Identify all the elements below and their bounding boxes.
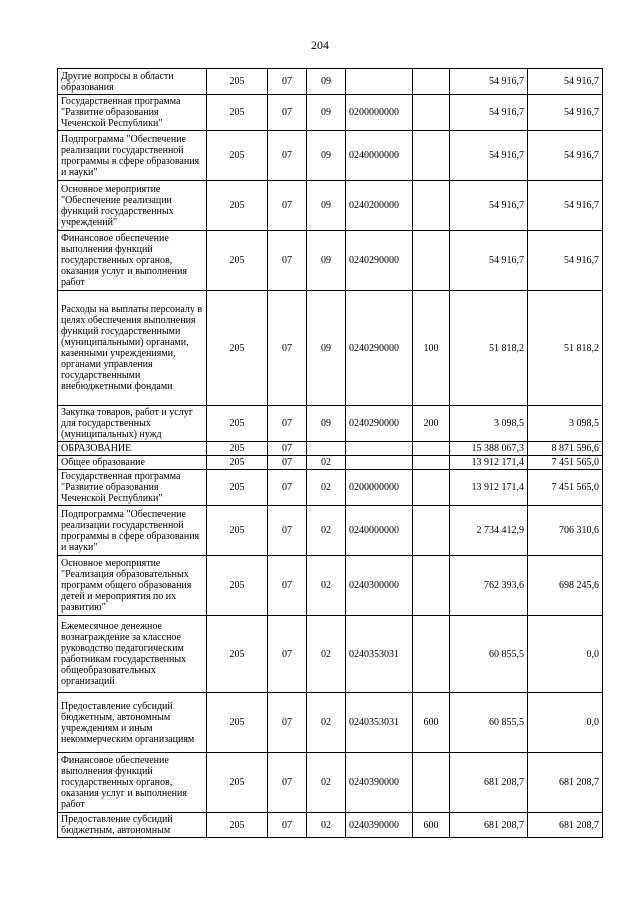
row-amount-2: 706 310,6 (528, 506, 603, 556)
budget-table (57, 68, 603, 838)
row-amount-2: 51 818,2 (528, 291, 603, 406)
table-row (58, 69, 603, 95)
row-subsection: 09 (307, 406, 346, 442)
row-expense-type (413, 181, 450, 231)
table-row (58, 556, 603, 616)
row-subsection: 09 (307, 231, 346, 291)
row-amount-2: 681 208,7 (528, 753, 603, 813)
row-target-article: 0200000000 (346, 470, 413, 506)
row-amount-2: 3 098,5 (528, 406, 603, 442)
row-subsection: 02 (307, 456, 346, 470)
row-name: Предоставление субсидий бюджетным, автономным учреждениям и иным некоммерческим организациям (58, 693, 207, 753)
row-target-article (346, 442, 413, 456)
row-target-article (346, 69, 413, 95)
row-name: Подпрограмма "Обеспечение реализации государственной программы в сфере образования и науки" (58, 506, 207, 556)
row-section: 07 (268, 231, 307, 291)
row-expense-type (413, 231, 450, 291)
row-code: 205 (207, 456, 268, 470)
row-target-article: 0240353031 (346, 693, 413, 753)
row-target-article: 0240290000 (346, 231, 413, 291)
row-code: 205 (207, 231, 268, 291)
row-amount-2: 0,0 (528, 616, 603, 693)
row-amount-2: 681 208,7 (528, 813, 603, 838)
row-subsection: 02 (307, 813, 346, 838)
table-row (58, 181, 603, 231)
row-amount-1: 13 912 171,4 (450, 470, 528, 506)
row-amount-1: 51 818,2 (450, 291, 528, 406)
row-amount-2: 54 916,7 (528, 69, 603, 95)
row-amount-1: 54 916,7 (450, 231, 528, 291)
row-amount-1: 54 916,7 (450, 95, 528, 131)
row-amount-1: 54 916,7 (450, 131, 528, 181)
table-row (58, 231, 603, 291)
row-amount-2: 7 451 565,0 (528, 456, 603, 470)
row-subsection: 02 (307, 556, 346, 616)
row-section: 07 (268, 556, 307, 616)
row-code: 205 (207, 406, 268, 442)
table-row (58, 470, 603, 506)
table-row (58, 442, 603, 456)
row-section: 07 (268, 506, 307, 556)
row-expense-type (413, 131, 450, 181)
row-subsection: 02 (307, 693, 346, 753)
row-name: Предоставление субсидий бюджетным, автономным (58, 813, 207, 838)
row-subsection: 02 (307, 470, 346, 506)
row-amount-2: 54 916,7 (528, 95, 603, 131)
row-subsection: 09 (307, 131, 346, 181)
row-name: Другие вопросы в области образования (58, 69, 207, 95)
table-row (58, 813, 603, 838)
row-amount-1: 13 912 171,4 (450, 456, 528, 470)
row-expense-type: 100 (413, 291, 450, 406)
table-row (58, 131, 603, 181)
row-target-article: 0240000000 (346, 506, 413, 556)
row-amount-2: 54 916,7 (528, 181, 603, 231)
row-section: 07 (268, 406, 307, 442)
row-expense-type (413, 95, 450, 131)
row-name: Закупка товаров, работ и услуг для государственных (муниципальных) нужд (58, 406, 207, 442)
row-code: 205 (207, 69, 268, 95)
table-row (58, 406, 603, 442)
table-row (58, 95, 603, 131)
row-name: Основное мероприятие "Обеспечение реализации функций государственных учреждений" (58, 181, 207, 231)
row-code: 205 (207, 291, 268, 406)
row-section: 07 (268, 181, 307, 231)
row-section: 07 (268, 470, 307, 506)
row-amount-1: 54 916,7 (450, 181, 528, 231)
table-row (58, 753, 603, 813)
row-section: 07 (268, 291, 307, 406)
row-amount-1: 681 208,7 (450, 813, 528, 838)
row-expense-type: 200 (413, 406, 450, 442)
row-expense-type: 600 (413, 813, 450, 838)
row-subsection: 02 (307, 753, 346, 813)
row-section: 07 (268, 442, 307, 456)
row-code: 205 (207, 693, 268, 753)
row-code: 205 (207, 95, 268, 131)
row-subsection: 02 (307, 506, 346, 556)
row-section: 07 (268, 95, 307, 131)
row-section: 07 (268, 813, 307, 838)
row-name: Ежемесячное денежное вознаграждение за классное руководство педагогическим работникам государственных общеобразовательных организаций (58, 616, 207, 693)
row-name: Общее образование (58, 456, 207, 470)
row-target-article: 0240290000 (346, 406, 413, 442)
row-expense-type (413, 616, 450, 693)
row-name: ОБРАЗОВАНИЕ (58, 442, 207, 456)
row-code: 205 (207, 616, 268, 693)
row-target-article: 0200000000 (346, 95, 413, 131)
row-amount-2: 0,0 (528, 693, 603, 753)
row-amount-2: 54 916,7 (528, 231, 603, 291)
row-expense-type (413, 506, 450, 556)
row-amount-1: 54 916,7 (450, 69, 528, 95)
row-amount-1: 15 388 067,3 (450, 442, 528, 456)
page-number: 204 (311, 38, 329, 52)
row-code: 205 (207, 442, 268, 456)
row-code: 205 (207, 813, 268, 838)
row-code: 205 (207, 506, 268, 556)
row-code: 205 (207, 556, 268, 616)
row-expense-type (413, 69, 450, 95)
row-name: Финансовое обеспечение выполнения функций государственных органов, оказания услуг и выполнения работ (58, 231, 207, 291)
row-amount-1: 60 855,5 (450, 693, 528, 753)
row-target-article: 0240390000 (346, 753, 413, 813)
row-target-article: 0240000000 (346, 131, 413, 181)
table-row (58, 456, 603, 470)
row-expense-type (413, 753, 450, 813)
row-name: Государственная программа "Развитие образования Чеченской Республики" (58, 95, 207, 131)
row-amount-1: 681 208,7 (450, 753, 528, 813)
row-expense-type (413, 470, 450, 506)
row-target-article: 0240290000 (346, 291, 413, 406)
row-expense-type: 600 (413, 693, 450, 753)
row-name: Расходы на выплаты персоналу в целях обеспечения выполнения функций государственными (муниципальными) органами, казенными учреждениями, органами управления государственными внебюджетными фондами (58, 291, 207, 406)
row-name: Финансовое обеспечение выполнения функций государственных органов, оказания услуг и выполнения работ (58, 753, 207, 813)
row-subsection: 09 (307, 181, 346, 231)
row-subsection: 09 (307, 69, 346, 95)
row-code: 205 (207, 181, 268, 231)
row-subsection: 02 (307, 616, 346, 693)
row-code: 205 (207, 470, 268, 506)
budget-table-body (58, 69, 603, 838)
row-amount-2: 7 451 565,0 (528, 470, 603, 506)
row-target-article: 0240353031 (346, 616, 413, 693)
row-subsection: 09 (307, 95, 346, 131)
table-row (58, 693, 603, 753)
row-section: 07 (268, 456, 307, 470)
row-amount-2: 698 245,6 (528, 556, 603, 616)
row-section: 07 (268, 616, 307, 693)
row-section: 07 (268, 693, 307, 753)
row-subsection: 09 (307, 291, 346, 406)
row-code: 205 (207, 753, 268, 813)
row-amount-1: 2 734 412,9 (450, 506, 528, 556)
row-name: Государственная программа "Развитие образования Чеченской Республики" (58, 470, 207, 506)
table-row (58, 506, 603, 556)
row-expense-type (413, 442, 450, 456)
row-section: 07 (268, 69, 307, 95)
row-amount-1: 762 393,6 (450, 556, 528, 616)
row-subsection (307, 442, 346, 456)
row-name: Подпрограмма "Обеспечение реализации государственной программы в сфере образования и науки" (58, 131, 207, 181)
row-amount-2: 54 916,7 (528, 131, 603, 181)
row-amount-1: 60 855,5 (450, 616, 528, 693)
row-section: 07 (268, 753, 307, 813)
table-row (58, 616, 603, 693)
row-target-article: 0240390000 (346, 813, 413, 838)
row-target-article (346, 456, 413, 470)
row-name: Основное мероприятие "Реализация образовательных программ общего образования детей и мероприятия по их развитию" (58, 556, 207, 616)
row-target-article: 0240200000 (346, 181, 413, 231)
row-expense-type (413, 456, 450, 470)
row-expense-type (413, 556, 450, 616)
row-target-article: 0240300000 (346, 556, 413, 616)
row-amount-1: 3 098,5 (450, 406, 528, 442)
row-amount-2: 8 871 596,6 (528, 442, 603, 456)
row-section: 07 (268, 131, 307, 181)
row-code: 205 (207, 131, 268, 181)
table-row (58, 291, 603, 406)
